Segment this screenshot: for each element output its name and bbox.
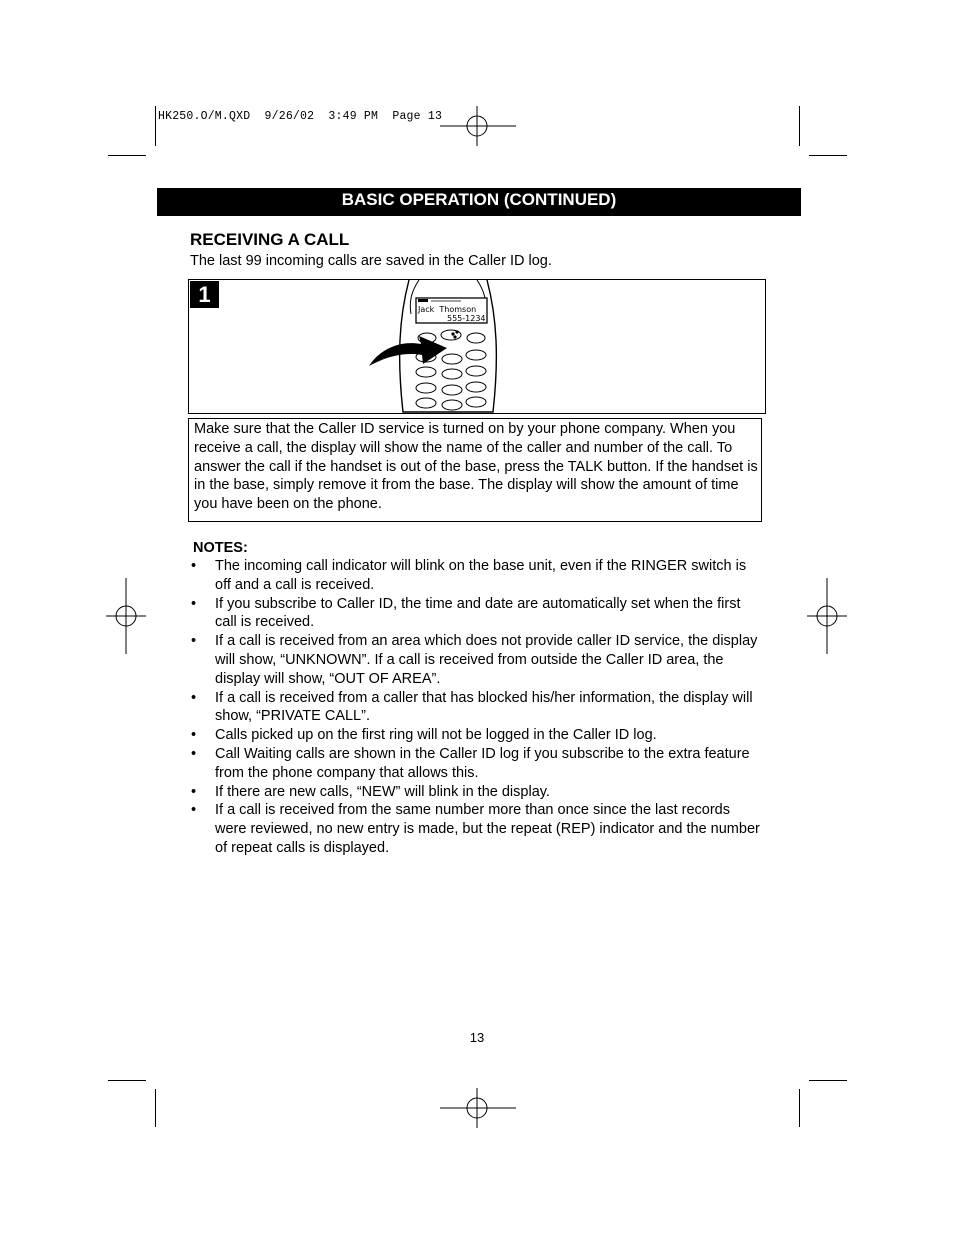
page-number: 13 — [469, 1030, 485, 1045]
figure-box — [188, 279, 766, 414]
list-item: • Call Waiting calls are shown in the Caller ID log if you subscribe to the extra feature from the phone company that allows this. — [191, 745, 750, 781]
list-item: • If you subscribe to Caller ID, the time and date are automatically set when the first call is received. — [191, 595, 741, 631]
description-box: Make sure that the Caller ID service is turned on by your phone company. When you receive a call, the display will show the name of the caller and number of the call. To answer the call if the handset is out of the base, press the TALK button. If the handset is in the base, simply remove it from the base. The display will show the amount of time you have been on the phone. — [188, 418, 762, 522]
section-title: RECEIVING A CALL — [190, 230, 350, 249]
registration-mark-right — [807, 578, 847, 654]
step-number: 1 — [190, 281, 219, 308]
registration-mark-bottom — [440, 1088, 516, 1128]
printer-slug: HK250.O/M.QXD 9/26/02 3:49 PM Page 13 — [158, 110, 443, 123]
crop-mark — [799, 106, 800, 146]
list-item: • If a call is received from an area which does not provide caller ID service, the display will show, “UNKNOWN”. If a call is received from outside the Caller ID area, the display will show, “OUT OF AREA”. — [191, 633, 758, 687]
list-item: • If a call is received from the same number more than once since the last records were reviewed, no new entry is made, but the repeat (REP) indicator and the number of repeat calls is displayed. — [191, 802, 760, 856]
list-item: • Calls picked up on the first ring will not be logged in the Caller ID log. — [191, 727, 657, 744]
crop-mark — [155, 106, 156, 146]
crop-mark — [108, 1080, 146, 1081]
lcd-caller-number: 555-1234 — [447, 314, 486, 323]
crop-mark — [809, 1080, 847, 1081]
notes-list — [190, 557, 760, 858]
list-item: • If a call is received from a caller that has blocked his/her information, the display will show, “PRIVATE CALL”. — [191, 689, 753, 725]
lcd-caller-name: Jack Thomson — [418, 305, 477, 314]
list-item: • The incoming call indicator will blink on the base unit, even if the RINGER switch is off and a call is received. — [191, 558, 747, 593]
registration-mark-top — [440, 106, 516, 146]
crop-mark — [809, 155, 847, 156]
notes-title: NOTES: — [193, 540, 248, 556]
list-item: • If there are new calls, “NEW” will blink in the display. — [191, 783, 550, 800]
crop-mark — [108, 155, 146, 156]
registration-mark-left — [106, 578, 146, 654]
crop-mark — [799, 1089, 800, 1127]
handset-illustration — [369, 279, 549, 414]
section-banner: BASIC OPERATION (CONTINUED) — [157, 188, 801, 216]
crop-mark — [155, 1089, 156, 1127]
intro-text: The last 99 incoming calls are saved in the Caller ID log. — [190, 253, 552, 269]
